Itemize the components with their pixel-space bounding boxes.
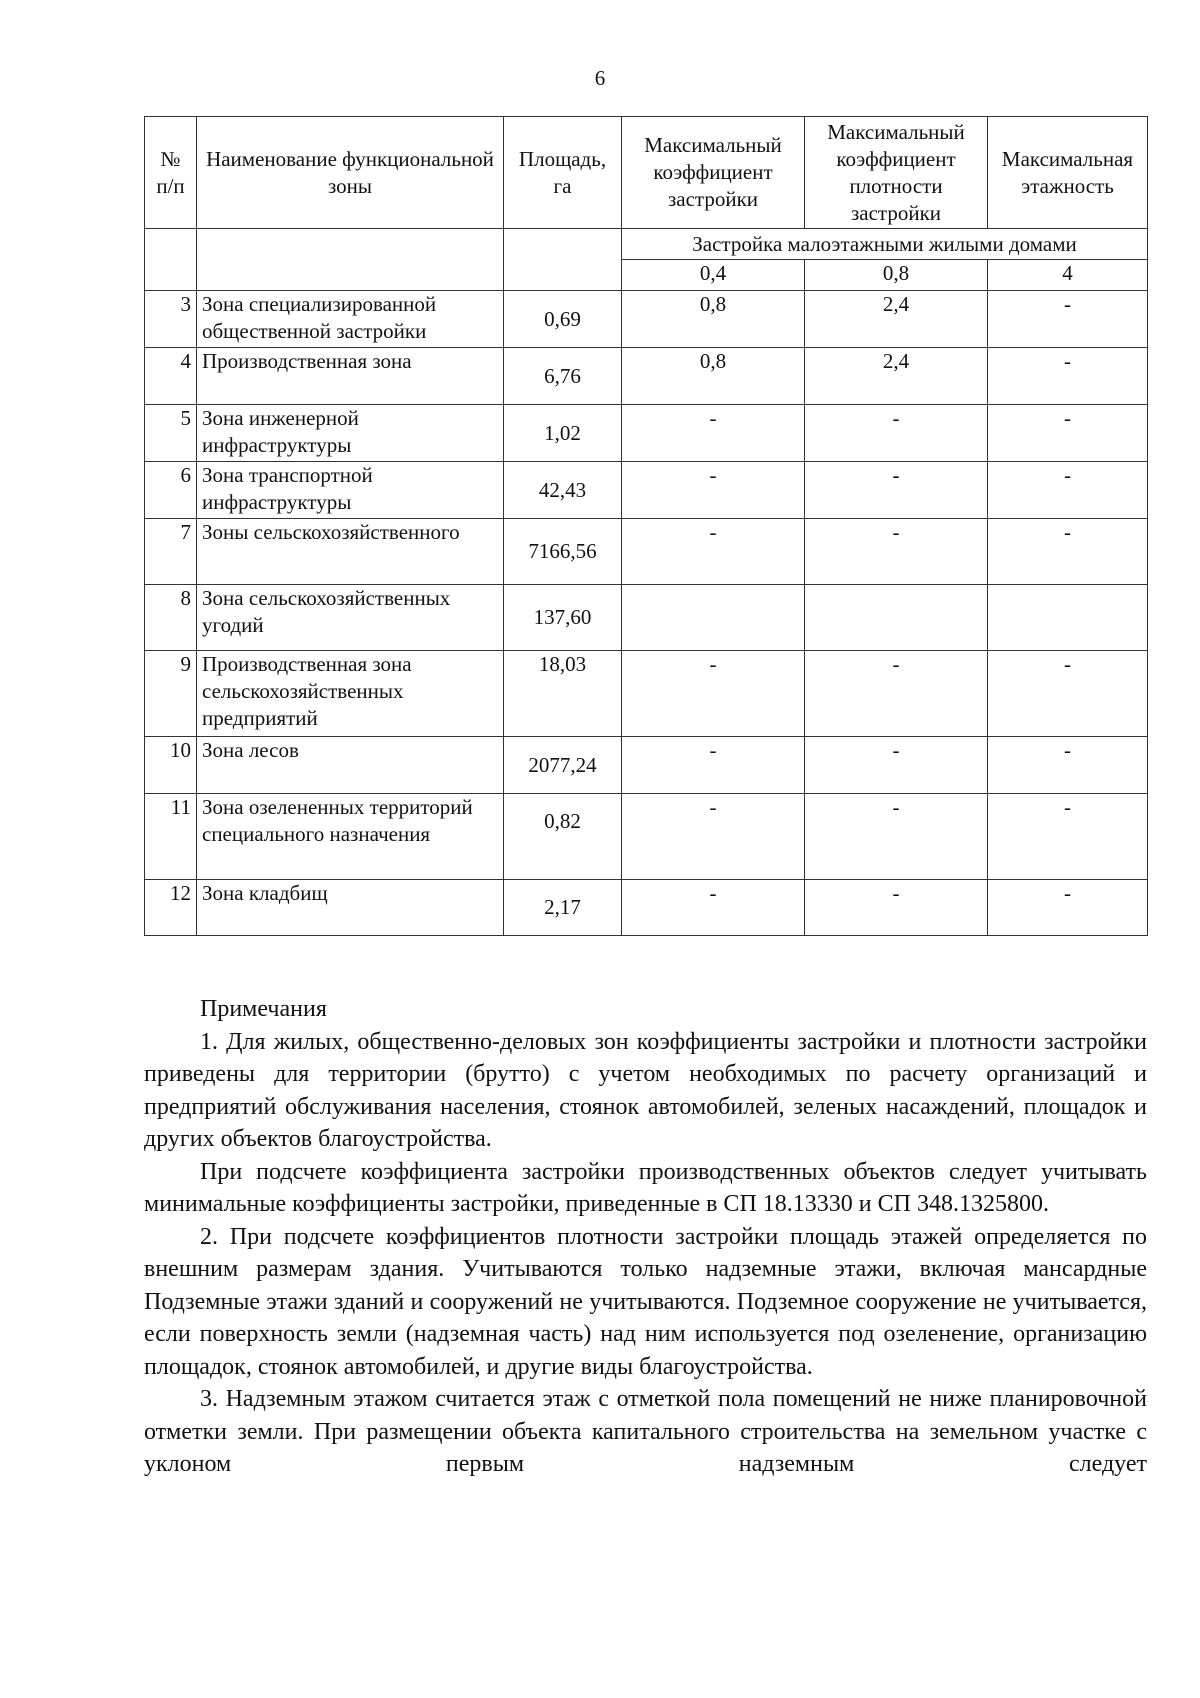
row-zone-name: Зона инженерной инфраструктуры (197, 405, 504, 462)
row-coef-build: - (622, 462, 805, 519)
row-coef-density: - (805, 794, 988, 880)
table-row (145, 462, 1148, 519)
row-coef-density: - (805, 651, 988, 737)
row-num: 12 (145, 880, 197, 936)
row-coef-build: - (622, 794, 805, 880)
row-coef-build: - (622, 737, 805, 794)
row-coef-build: - (622, 651, 805, 737)
row-area: 1,02 (504, 405, 622, 462)
header-floors: Максимальная этажность (988, 117, 1148, 229)
row-num: 4 (145, 348, 197, 405)
table-row (145, 794, 1148, 880)
table-row (145, 348, 1148, 405)
table-row (145, 880, 1148, 936)
header-coef-density: Максимальный коэффициент плотности застройки (805, 117, 988, 229)
note-paragraph: При подсчете коэффициента застройки производственных объектов следует учитывать минимальные коэффициенты застройки, приведенные в СП 18.13330 и СП 348.1325800. (144, 1158, 1147, 1217)
row-zone-name: Зона лесов (197, 737, 504, 794)
row-coef-density (805, 585, 988, 651)
row-area: 7166,56 (504, 519, 622, 585)
row-floors: - (988, 737, 1148, 794)
row-floors: - (988, 880, 1148, 936)
subheader-empty-name (197, 229, 504, 291)
note-paragraph: 2. При подсчете коэффициентов плотности застройки площадь этажей определяется по внешним размерам здания. Учитываются только надземные этажи, включая мансардные Подземные этажи зданий и сооружений не учитываются. Подземное сооружение не учитывается, если поверхность земли (надземная часть) над ним используется под озеленение, организацию площадок, стоянок автомобилей, и другие виды благоустройства. (144, 1223, 1147, 1380)
row-floors: - (988, 794, 1148, 880)
row-zone-name: Производственная зона сельскохозяйственных предприятий (197, 651, 504, 737)
row-zone-name: Зона озелененных территорий специального назначения (197, 794, 504, 880)
header-row (145, 117, 1148, 229)
header-num: № п/п (145, 117, 197, 229)
row-floors: - (988, 651, 1148, 737)
row-area: 42,43 (504, 462, 622, 519)
note-paragraph: 1. Для жилых, общественно-деловых зон коэффициенты застройки и плотности застройки приведены для территории (брутто) с учетом необходимых по расчету организаций и предприятий обслуживания населения, стоянок автомобилей, зеленых насаждений, площадок и других объектов благоустройства. (144, 1028, 1147, 1152)
row-zone-name: Зона транспортной инфраструктуры (197, 462, 504, 519)
table-row (145, 651, 1148, 737)
row-area: 18,03 (504, 651, 622, 737)
zones-table (144, 116, 1148, 936)
header-area: Площадь, га (504, 117, 622, 229)
row-floors: - (988, 291, 1148, 348)
row-coef-build: - (622, 519, 805, 585)
notes-heading: Примечания (200, 996, 327, 1022)
row-coef-density: - (805, 405, 988, 462)
row-num: 8 (145, 585, 197, 651)
notes-section (144, 993, 1147, 1481)
row-floors: - (988, 348, 1148, 405)
subheader-empty-num (145, 229, 197, 291)
table-row (145, 519, 1148, 585)
header-coef-build: Максимальный коэффициент застройки (622, 117, 805, 229)
row-zone-name: Производственная зона (197, 348, 504, 405)
row-coef-density: 2,4 (805, 348, 988, 405)
row-num: 9 (145, 651, 197, 737)
row-coef-build (622, 585, 805, 651)
subheader-title: Застройка малоэтажными жилыми домами (622, 229, 1148, 260)
row-floors (988, 585, 1148, 651)
table-row (145, 405, 1148, 462)
header-name: Наименование функциональной зоны (197, 117, 504, 229)
row-num: 11 (145, 794, 197, 880)
row-coef-build: - (622, 880, 805, 936)
row-zone-name: Зона специализированной общественной застройки (197, 291, 504, 348)
row-coef-density: 2,4 (805, 291, 988, 348)
row-num: 3 (145, 291, 197, 348)
row-coef-build: 0,8 (622, 291, 805, 348)
row-area: 0,69 (504, 291, 622, 348)
row-area: 6,76 (504, 348, 622, 405)
table-row (145, 737, 1148, 794)
table-row (145, 291, 1148, 348)
note-paragraph: 3. Надземным этажом считается этаж с отметкой пола помещений не ниже планировочной отметки земли. При размещении объекта капитального строительства на земельном участке с уклоном первым надземным следует (144, 1386, 1147, 1477)
row-zone-name: Зона кладбищ (197, 880, 504, 936)
row-floors: - (988, 462, 1148, 519)
row-area: 137,60 (504, 585, 622, 651)
page-number: 6 (594, 66, 606, 90)
table-row (145, 585, 1148, 651)
row-coef-build: 0,8 (622, 348, 805, 405)
row-num: 6 (145, 462, 197, 519)
subheader-floors: 4 (988, 260, 1148, 291)
row-zone-name: Зона сельскохозяйственных угодий (197, 585, 504, 651)
row-coef-density: - (805, 519, 988, 585)
row-coef-build: - (622, 405, 805, 462)
row-coef-density: - (805, 737, 988, 794)
row-floors: - (988, 405, 1148, 462)
row-zone-name: Зоны сельскохозяйственного (197, 519, 504, 585)
subheader-empty-area (504, 229, 622, 291)
row-area: 2,17 (504, 880, 622, 936)
row-coef-density: - (805, 462, 988, 519)
subheader-coef-build: 0,4 (622, 260, 805, 291)
row-num: 5 (145, 405, 197, 462)
subheader-row (145, 229, 1148, 260)
row-coef-density: - (805, 880, 988, 936)
row-floors: - (988, 519, 1148, 585)
row-num: 7 (145, 519, 197, 585)
row-area: 0,82 (504, 794, 622, 880)
row-num: 10 (145, 737, 197, 794)
subheader-coef-density: 0,8 (805, 260, 988, 291)
row-area: 2077,24 (504, 737, 622, 794)
